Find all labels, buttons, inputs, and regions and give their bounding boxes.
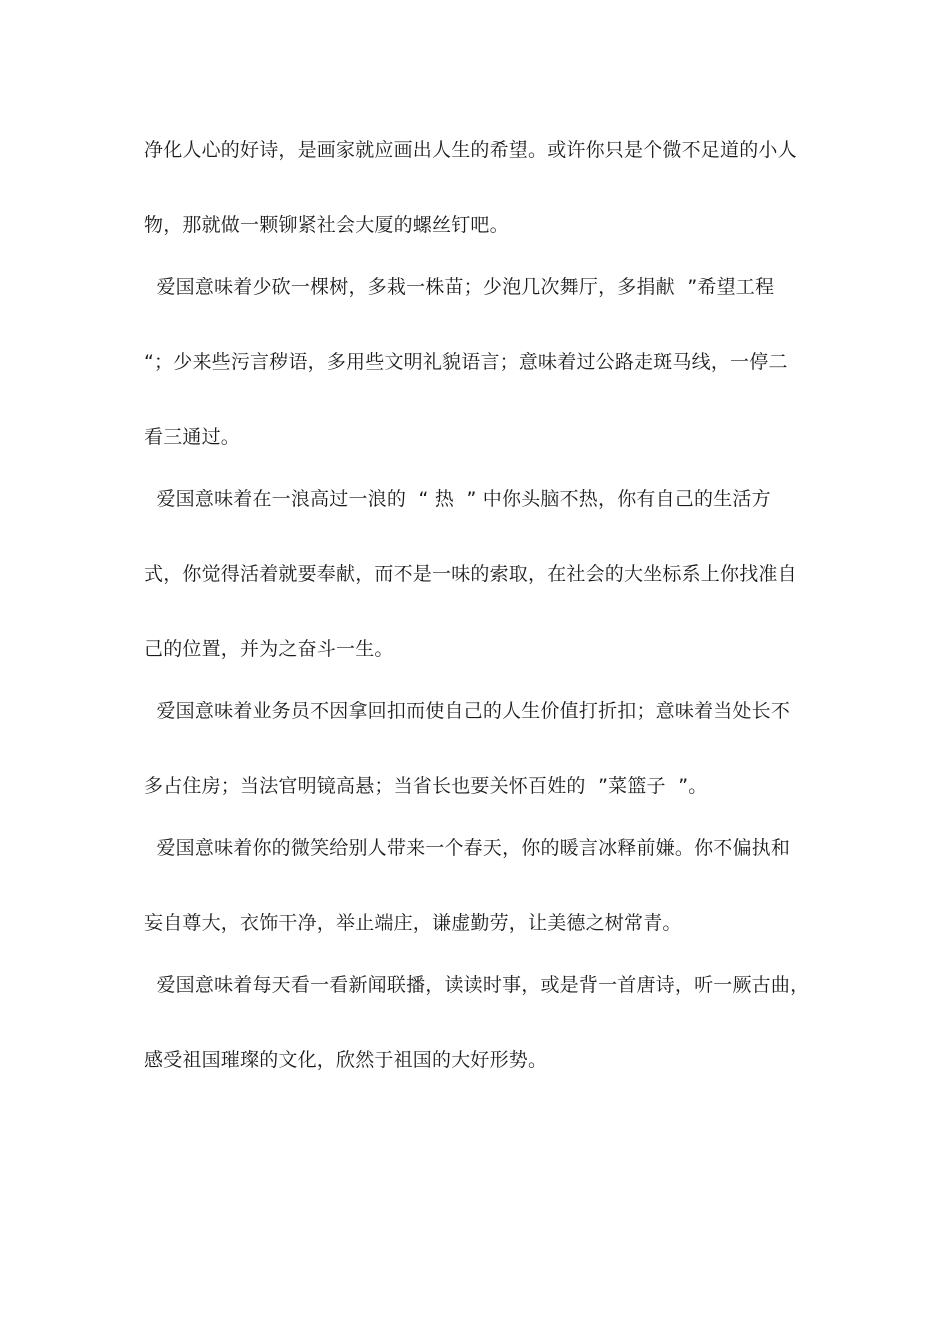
- text-line: 爱国意味着你的微笑给别人带来一个春天，你的暖言冰释前嫌。你不偏执和: [144, 837, 791, 859]
- text-line: 妄自尊大，衣饰干净，举止端庄，谦虚勤劳，让美德之树常青。: [144, 912, 682, 934]
- text-line: 式，你觉得活着就要奉献，而不是一味的索取，在社会的大坐标系上你找准自: [144, 563, 797, 585]
- text-line: 爱国意味着少砍一棵树，多栽一株苗；少泡几次舞厅，多捐献 ”希望工程: [144, 276, 775, 298]
- text-line: 爱国意味着在一浪高过一浪的 “ 热 ” 中你头脑不热，你有自己的生活方: [144, 488, 771, 510]
- text-line: 净化人心的好诗，是画家就应画出人生的希望。或许你只是个微不足道的小人: [144, 139, 797, 161]
- text-line: 物，那就做一颗铆紧社会大厦的螺丝钉吧。: [144, 214, 509, 236]
- text-line: 己的位置，并为之奋斗一生。: [144, 638, 394, 660]
- text-line: 多占住房；当法官明镜高悬；当省长也要关怀百姓的 ”菜篮子 ”。: [144, 775, 708, 797]
- text-line: 看三通过。: [144, 426, 241, 448]
- text-line: 爱国意味着业务员不因拿回扣而使自己的人生价值打折扣；意味着当处长不: [144, 700, 791, 722]
- text-line: 爱国意味着每天看一看新闻联播，读读时事，或是背一首唐诗，听一厥古曲，: [144, 974, 810, 996]
- text-line: 感受祖国璀璨的文化，欣然于祖国的大好形势。: [144, 1049, 548, 1071]
- text-line: “；少来些污言秽语，多用些文明礼貌语言；意味着过公路走斑马线，一停二: [144, 351, 788, 373]
